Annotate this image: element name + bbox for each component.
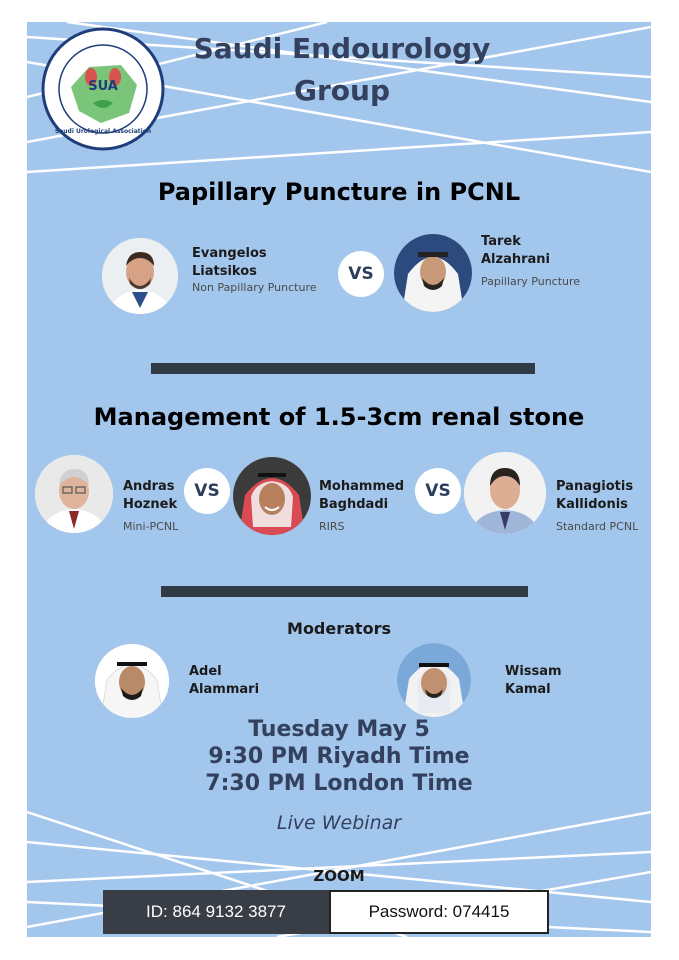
moderator-alammari	[189, 663, 289, 699]
vs-badge: VS	[338, 251, 384, 297]
poster	[27, 22, 651, 937]
schedule	[27, 716, 651, 797]
schedule-day: Tuesday May 5	[248, 717, 430, 742]
zoom-label: ZOOM	[313, 867, 365, 885]
zoom-password-box	[329, 890, 549, 934]
moderator-first-name: Adel	[189, 664, 222, 679]
speaker-baghdadi	[319, 478, 419, 533]
speaker-last-name: Alzahrani	[481, 252, 551, 267]
avatar-kallidonis	[464, 452, 546, 534]
speaker-role: RIRS	[319, 520, 345, 533]
moderator-last-name: Kamal	[505, 682, 551, 697]
speaker-last-name: Baghdadi	[319, 497, 389, 512]
session2-title: Management of 1.5-3cm renal stone	[93, 403, 585, 431]
logo-ring-text: Saudi Urological Association	[54, 128, 152, 135]
moderator-last-name: Alammari	[189, 682, 260, 697]
schedule-riyadh-time: 9:30 PM Riyadh Time	[208, 744, 470, 769]
speaker-first-name: Panagiotis	[556, 479, 634, 494]
speaker-role: Standard PCNL	[556, 520, 639, 533]
speaker-kallidonis	[556, 478, 651, 533]
avatar-alzahrani	[394, 234, 472, 312]
speaker-alzahrani	[481, 233, 631, 288]
avatar-liatsikos	[102, 238, 178, 314]
vs-badge: VS	[415, 468, 461, 514]
speaker-first-name: Evangelos	[192, 246, 267, 261]
speaker-liatsikos	[192, 245, 352, 294]
page-title-line2: Group	[293, 74, 390, 107]
zoom-id: ID: 864 9132 3877	[146, 902, 286, 921]
page-title	[167, 28, 517, 112]
avatar-alammari	[95, 644, 169, 718]
session1-title: Papillary Puncture in PCNL	[157, 178, 521, 206]
sua-logo	[41, 27, 165, 151]
speaker-first-name: Andras	[123, 479, 175, 494]
speaker-role: Papillary Puncture	[481, 275, 581, 288]
divider-2	[161, 586, 528, 597]
zoom-password: Password: 074415	[368, 902, 510, 921]
webinar-format: Live Webinar	[276, 812, 402, 834]
moderator-first-name: Wissam	[505, 664, 562, 679]
vs-badge: VS	[184, 468, 230, 514]
avatar-kamal	[397, 643, 471, 717]
speaker-first-name: Mohammed	[319, 479, 405, 494]
logo-acronym: SUA	[88, 79, 118, 94]
zoom-id-box	[103, 890, 329, 934]
speaker-last-name: Hoznek	[123, 497, 178, 512]
moderators-title: Moderators	[287, 619, 391, 638]
page-title-line1: Saudi Endourology	[193, 32, 491, 65]
speaker-role: Mini-PCNL	[123, 520, 179, 533]
speaker-last-name: Kallidonis	[556, 497, 628, 512]
avatar-hoznek	[35, 455, 113, 533]
schedule-london-time: 7:30 PM London Time	[205, 771, 473, 796]
speaker-first-name: Tarek	[481, 234, 521, 249]
speaker-role: Non Papillary Puncture	[192, 281, 317, 294]
moderator-kamal	[505, 663, 605, 699]
speaker-last-name: Liatsikos	[192, 264, 257, 279]
divider-1	[151, 363, 535, 374]
avatar-baghdadi	[233, 457, 311, 535]
